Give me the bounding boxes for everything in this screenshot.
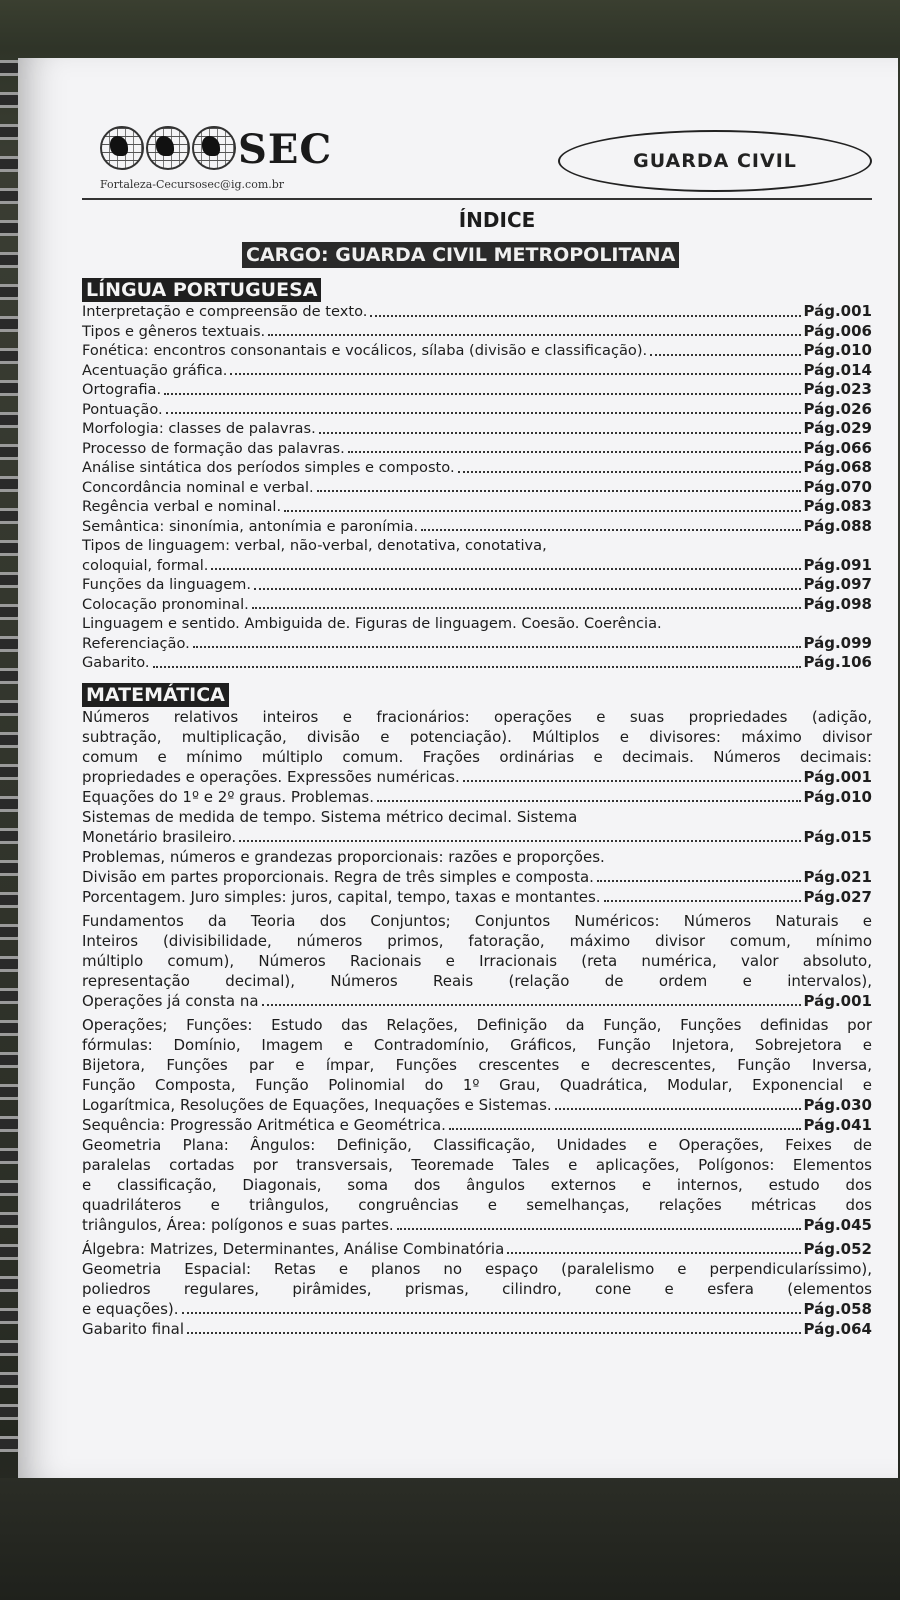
toc-entry-text: Inteiros (divisibilidade, números primos, fatoração, máximo divisor comum, mínimo <box>82 931 872 950</box>
page-number: Pág.088 <box>803 516 872 535</box>
toc-sections <box>82 268 872 1339</box>
toc-entry-text: Bijetora, Funções par e ímpar, Funções crescentes e decrescentes, Função Inversa, <box>82 1055 872 1074</box>
page-number: Pág.099 <box>803 633 872 652</box>
page-number: Pág.006 <box>803 321 872 340</box>
toc-entry-title: Morfologia: classes de palavras. <box>82 420 316 437</box>
page-content <box>82 118 872 1339</box>
dot-leader <box>370 315 800 317</box>
dot-leader <box>421 529 800 531</box>
page-number: Pág.083 <box>803 497 872 515</box>
toc-entry-text: quadriláteros e triângulos, congruências e semelhanças, relações métricas dos <box>82 1195 872 1214</box>
toc-entry <box>82 536 872 575</box>
page-number: Pág.098 <box>803 594 872 613</box>
toc-entry-title: e equações). <box>82 1299 179 1318</box>
dot-leader <box>187 1332 801 1334</box>
dot-leader <box>254 588 801 590</box>
page-number: Pág.010 <box>803 341 872 359</box>
tagline: Fortaleza-Cecursosec@ig.com.br <box>100 178 285 191</box>
dot-leader <box>211 568 800 570</box>
toc-entry-title: Colocação pronominal. <box>82 595 249 613</box>
index-title: ÍNDICE <box>458 208 536 232</box>
toc-entry <box>82 653 872 673</box>
toc-entry <box>82 911 872 1011</box>
toc-entry-title: Gabarito final <box>82 1319 185 1338</box>
toc-entry-title: Ortografia. <box>82 381 162 398</box>
dot-leader <box>193 646 801 648</box>
dot-leader <box>463 780 801 782</box>
toc-entry-text: Geometria Espacial: Retas e planos no espaço (paralelismo e perpendicularíssimo), <box>82 1259 872 1278</box>
toc-entry-title: propriedades e operações. Expressões numéricas. <box>82 767 460 786</box>
toc-entry <box>82 595 872 615</box>
toc-entry-text: comum e mínimo múltiplo comum. Frações ordinárias e decimais. Números decimais: <box>82 747 872 766</box>
toc-entry-text: Operações; Funções: Estudo das Relações, Definição da Função, Funções definidas por <box>82 1015 872 1034</box>
page-number: Pág.068 <box>803 458 872 476</box>
toc-entry-title: Operações já consta na <box>82 991 259 1010</box>
dot-leader <box>597 880 801 882</box>
toc-entry-title: Funções da linguagem. <box>82 576 252 593</box>
toc-entry-text: fórmulas: Domínio, Imagem e Contradomínio, Gráficos, Função Injetora, Sobrejetora e <box>82 1035 872 1054</box>
toc-entry <box>82 1239 872 1259</box>
toc-entry-text: e classificação, Diagonais, soma dos ângulos externos e internos, estudo dos <box>82 1175 872 1194</box>
toc-entry-text: subtração, multiplicação, divisão e potenciação). Múltiplos e divisores: máximo divisor <box>82 727 872 746</box>
toc-entry <box>82 478 872 498</box>
toc-entry-title: Análise sintática dos períodos simples e composto. <box>82 459 455 476</box>
section-title: LÍNGUA PORTUGUESA <box>82 278 321 302</box>
page-number: Pág.027 <box>803 887 872 906</box>
page-number: Pág.070 <box>803 477 872 496</box>
toc-entry <box>82 614 872 653</box>
toc-entry-title: triângulos, Área: polígonos e suas partes. <box>82 1215 394 1234</box>
dot-leader <box>153 666 801 668</box>
dot-leader <box>230 373 800 375</box>
dot-leader <box>166 412 801 414</box>
toc-entry <box>82 575 872 595</box>
toc-entry-title: Interpretação e compreensão de texto. <box>82 303 368 320</box>
toc-entry-text: Sistemas de medida de tempo. Sistema métrico decimal. Sistema <box>82 807 578 826</box>
page-number: Pág.010 <box>803 787 872 806</box>
page-number: Pág.066 <box>803 438 872 457</box>
toc-entry-title: Gabarito. <box>82 654 150 671</box>
cargo-heading: CARGO: GUARDA CIVIL METROPOLITANA <box>242 242 679 268</box>
toc-entry-title: Monetário brasileiro. <box>82 827 237 846</box>
globe-icon <box>100 126 144 170</box>
toc-entry <box>82 419 872 439</box>
page-number: Pág.001 <box>803 991 872 1010</box>
toc-entry-title: Divisão em partes proporcionais. Regra de três simples e composta. <box>82 867 594 886</box>
toc-entry-text: representação decimal), Números Reais (relação de ordem e intervalos), <box>82 971 872 990</box>
section-title: MATEMÁTICA <box>82 683 229 707</box>
toc-section <box>82 268 872 673</box>
toc-entry <box>82 322 872 342</box>
toc-entry-title: Tipos e gêneros textuais. <box>82 322 266 340</box>
toc-list <box>82 707 872 1339</box>
dot-leader <box>377 800 801 802</box>
logo-text: SEC <box>238 126 333 173</box>
toc-entry-title: Referenciação. <box>82 634 190 652</box>
dot-leader <box>284 510 800 512</box>
page-number: Pág.001 <box>803 302 872 320</box>
page-number: Pág.021 <box>803 867 872 886</box>
toc-entry-text: Fundamentos da Teoria dos Conjuntos; Conjuntos Numéricos: Números Naturais e <box>82 911 872 930</box>
toc-entry <box>82 439 872 459</box>
toc-entry-title: Processo de formação das palavras. <box>82 439 345 457</box>
toc-entry <box>82 341 872 361</box>
toc-entry <box>82 1259 872 1319</box>
toc-entry-title: Acentuação gráfica. <box>82 361 228 379</box>
toc-entry-title: Fonética: encontros consonantais e vocálicos, sílaba (divisão e classificação). <box>82 342 648 359</box>
dot-leader <box>164 393 800 395</box>
dot-leader <box>397 1228 801 1230</box>
dot-leader <box>650 354 800 356</box>
toc-entry-title: coloquial, formal. <box>82 556 209 574</box>
page-number: Pág.023 <box>803 380 872 398</box>
dot-leader <box>262 1004 801 1006</box>
page-number: Pág.097 <box>803 575 872 593</box>
toc-entry <box>82 1319 872 1339</box>
dot-leader <box>348 451 801 453</box>
toc-entry <box>82 1015 872 1115</box>
toc-entry <box>82 517 872 537</box>
toc-entry-title: Álgebra: Matrizes, Determinantes, Análise Combinatória <box>82 1239 505 1258</box>
toc-entry-title: Regência verbal e nominal. <box>82 498 282 515</box>
dot-leader <box>449 1128 801 1130</box>
page-number: Pág.052 <box>803 1239 872 1258</box>
toc-entry-title: Pontuação. <box>82 400 163 418</box>
toc-entry <box>82 807 872 847</box>
toc-entry <box>82 361 872 381</box>
toc-entry <box>82 497 872 517</box>
page-number: Pág.030 <box>803 1095 872 1114</box>
toc-entry <box>82 1135 872 1235</box>
toc-entry <box>82 1115 872 1135</box>
toc-entry <box>82 458 872 478</box>
toc-entry-text: múltiplo comum), Números Racionais e Irracionais (reta numérica, valor absoluto, <box>82 951 872 970</box>
document-page <box>18 58 898 1478</box>
toc-entry-text: paralelas cortadas por transversais, Teoremade Tales e aplicações, Polígonos: Elementos <box>82 1155 872 1174</box>
guarda-civil-badge: GUARDA CIVIL <box>558 130 872 192</box>
toc-entry <box>82 887 872 907</box>
toc-entry <box>82 400 872 420</box>
page-header <box>82 118 872 200</box>
toc-entry-title: Concordância nominal e verbal. <box>82 478 314 496</box>
toc-entry-text: Problemas, números e grandezas proporcionais: razões e proporções. <box>82 847 605 866</box>
globe-icon <box>192 126 236 170</box>
page-number: Pág.014 <box>803 360 872 379</box>
dot-leader <box>319 432 801 434</box>
dot-leader <box>252 607 801 609</box>
toc-entry-title: Equações do 1º e 2º graus. Problemas. <box>82 787 374 806</box>
toc-entry-text: Números relativos inteiros e fracionários: operações e suas propriedades (adição, <box>82 707 872 726</box>
dot-leader <box>268 334 800 336</box>
table-surface <box>0 1478 900 1600</box>
dot-leader <box>604 900 801 902</box>
dot-leader <box>182 1312 801 1314</box>
page-number: Pág.058 <box>803 1299 872 1318</box>
page-number: Pág.106 <box>803 653 872 671</box>
toc-entry <box>82 707 872 787</box>
page-number: Pág.015 <box>803 827 872 846</box>
toc-entry-title: Semântica: sinonímia, antonímia e paronímia. <box>82 517 419 535</box>
toc-entry <box>82 380 872 400</box>
toc-section <box>82 673 872 1339</box>
toc-entry-title: Logarítmica, Resoluções de Equações, Inequações e Sistemas. <box>82 1095 552 1114</box>
toc-list <box>82 302 872 673</box>
page-number: Pág.001 <box>803 767 872 786</box>
sec-logo <box>100 126 420 196</box>
globe-icon <box>146 126 190 170</box>
page-number: Pág.041 <box>803 1115 872 1134</box>
toc-entry-text: Função Composta, Função Polinomial do 1º Grau, Quadrática, Modular, Exponencial e <box>82 1075 872 1094</box>
toc-entry-text: Tipos de linguagem: verbal, não-verbal, denotativa, conotativa, <box>82 537 547 554</box>
page-number: Pág.045 <box>803 1215 872 1234</box>
toc-entry-text: poliedros regulares, pirâmides, prismas, cilindro, cone e esfera (elementos <box>82 1279 872 1298</box>
toc-entry-text: Linguagem e sentido. Ambiguida de. Figuras de linguagem. Coesão. Coerência. <box>82 615 662 632</box>
toc-entry-title: Porcentagem. Juro simples: juros, capital, tempo, taxas e montantes. <box>82 887 601 906</box>
toc-entry-title: Sequência: Progressão Aritmética e Geométrica. <box>82 1115 446 1134</box>
page-number: Pág.064 <box>803 1319 872 1338</box>
dot-leader <box>507 1252 800 1254</box>
toc-entry <box>82 302 872 322</box>
dot-leader <box>458 471 801 473</box>
page-number: Pág.026 <box>803 399 872 418</box>
page-number: Pág.029 <box>803 419 872 437</box>
toc-entry-text: Geometria Plana: Ângulos: Definição, Classificação, Unidades e Operações, Feixes de <box>82 1135 872 1154</box>
toc-entry <box>82 847 872 887</box>
dot-leader <box>239 840 800 842</box>
page-number: Pág.091 <box>803 555 872 574</box>
dot-leader <box>555 1108 801 1110</box>
toc-entry <box>82 787 872 807</box>
dot-leader <box>317 490 801 492</box>
